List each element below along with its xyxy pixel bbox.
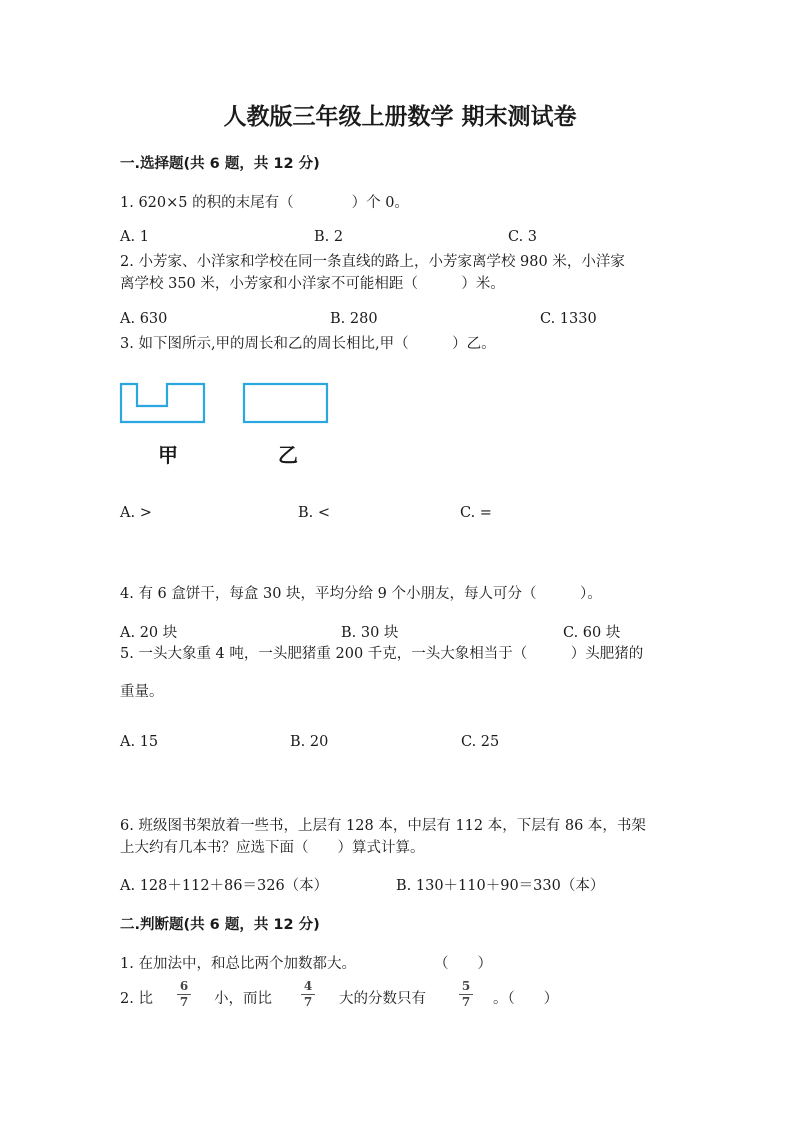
fraction-six-sevenths xyxy=(177,980,191,1009)
section-heading-judgement: 二.判断题(共 6 题，共 12 分) xyxy=(120,917,320,933)
q4-option-a: A. 20 块 xyxy=(120,625,178,641)
question-3-text: 3. 如下图所示,甲的周长和乙的周长相比,甲（ ）乙。 xyxy=(120,336,496,352)
q4-option-c: C. 60 块 xyxy=(563,625,621,641)
figure-label-yi: 乙 xyxy=(278,443,298,467)
question-5-line1: 5. 一头大象重 4 吨，一头肥猪重 200 千克，一头大象相当于（ ）头肥猪的 xyxy=(120,646,644,662)
q5-option-a: A. 15 xyxy=(120,734,159,750)
q6-option-a: A. 128＋112＋86＝326（本） xyxy=(120,878,329,894)
q3-option-a: A. > xyxy=(120,505,152,521)
question-1-text: 1. 620×5 的积的末尾有（ ）个 0。 xyxy=(120,195,409,211)
perimeter-figure xyxy=(115,378,335,430)
judge-question-2-mid1: 小，而比 xyxy=(214,991,272,1007)
q1-option-c: C. 3 xyxy=(508,229,538,245)
q5-option-b: B. 20 xyxy=(290,734,329,750)
fraction-numerator: 5 xyxy=(461,979,471,993)
question-2-line2: 离学校 350 米，小芳家和小洋家不可能相距（ ）米。 xyxy=(120,276,505,292)
question-5-line2: 重量。 xyxy=(120,684,164,700)
q2-option-a: A. 630 xyxy=(120,311,168,327)
page-title: 人教版三年级上册数学 期末测试卷 xyxy=(223,104,577,130)
fraction-denominator: 7 xyxy=(461,995,471,1009)
fraction-five-sevenths xyxy=(459,980,473,1009)
fraction-denominator: 7 xyxy=(303,995,313,1009)
q2-option-b: B. 280 xyxy=(330,311,378,327)
question-2-line1: 2. 小芳家、小洋家和学校在同一条直线的路上，小芳家离学校 980 米，小洋家 xyxy=(120,254,625,270)
q6-option-b: B. 130＋110＋90＝330（本） xyxy=(396,878,605,894)
fraction-numerator: 4 xyxy=(303,979,313,993)
q3-option-b: B. < xyxy=(298,505,331,521)
q1-option-a: A. 1 xyxy=(120,229,149,245)
fraction-four-sevenths xyxy=(301,980,315,1009)
q4-option-b: B. 30 块 xyxy=(341,625,399,641)
question-6-line2: 上大约有几本书？应选下面（ ）算式计算。 xyxy=(120,840,425,856)
q1-option-b: B. 2 xyxy=(314,229,344,245)
judge-question-2-prefix: 2. 比 xyxy=(120,991,153,1007)
judge-question-2-mid2: 大的分数只有 xyxy=(339,991,426,1007)
figure-jia-shape xyxy=(121,384,204,422)
fraction-denominator: 7 xyxy=(179,995,189,1009)
figure-label-jia: 甲 xyxy=(158,443,178,467)
figure-yi-shape xyxy=(244,384,327,422)
fraction-numerator: 6 xyxy=(179,979,189,993)
q2-option-c: C. 1330 xyxy=(540,311,597,327)
judge-question-2-suffix: 。（ ） xyxy=(493,991,559,1007)
section-heading-choice: 一.选择题(共 6 题，共 12 分) xyxy=(120,156,320,172)
judge-question-1-blank: （ ） xyxy=(434,956,492,972)
question-6-line1: 6. 班级图书架放着一些书，上层有 128 本，中层有 112 本，下层有 86 本，书架 xyxy=(120,818,646,834)
q5-option-c: C. 25 xyxy=(461,734,500,750)
q3-option-c: C. = xyxy=(460,505,492,521)
judge-question-1-text: 1. 在加法中，和总比两个加数都大。 xyxy=(120,956,356,972)
question-4-text: 4. 有 6 盒饼干，每盒 30 块，平均分给 9 个小朋友，每人可分（ ）。 xyxy=(120,586,602,602)
